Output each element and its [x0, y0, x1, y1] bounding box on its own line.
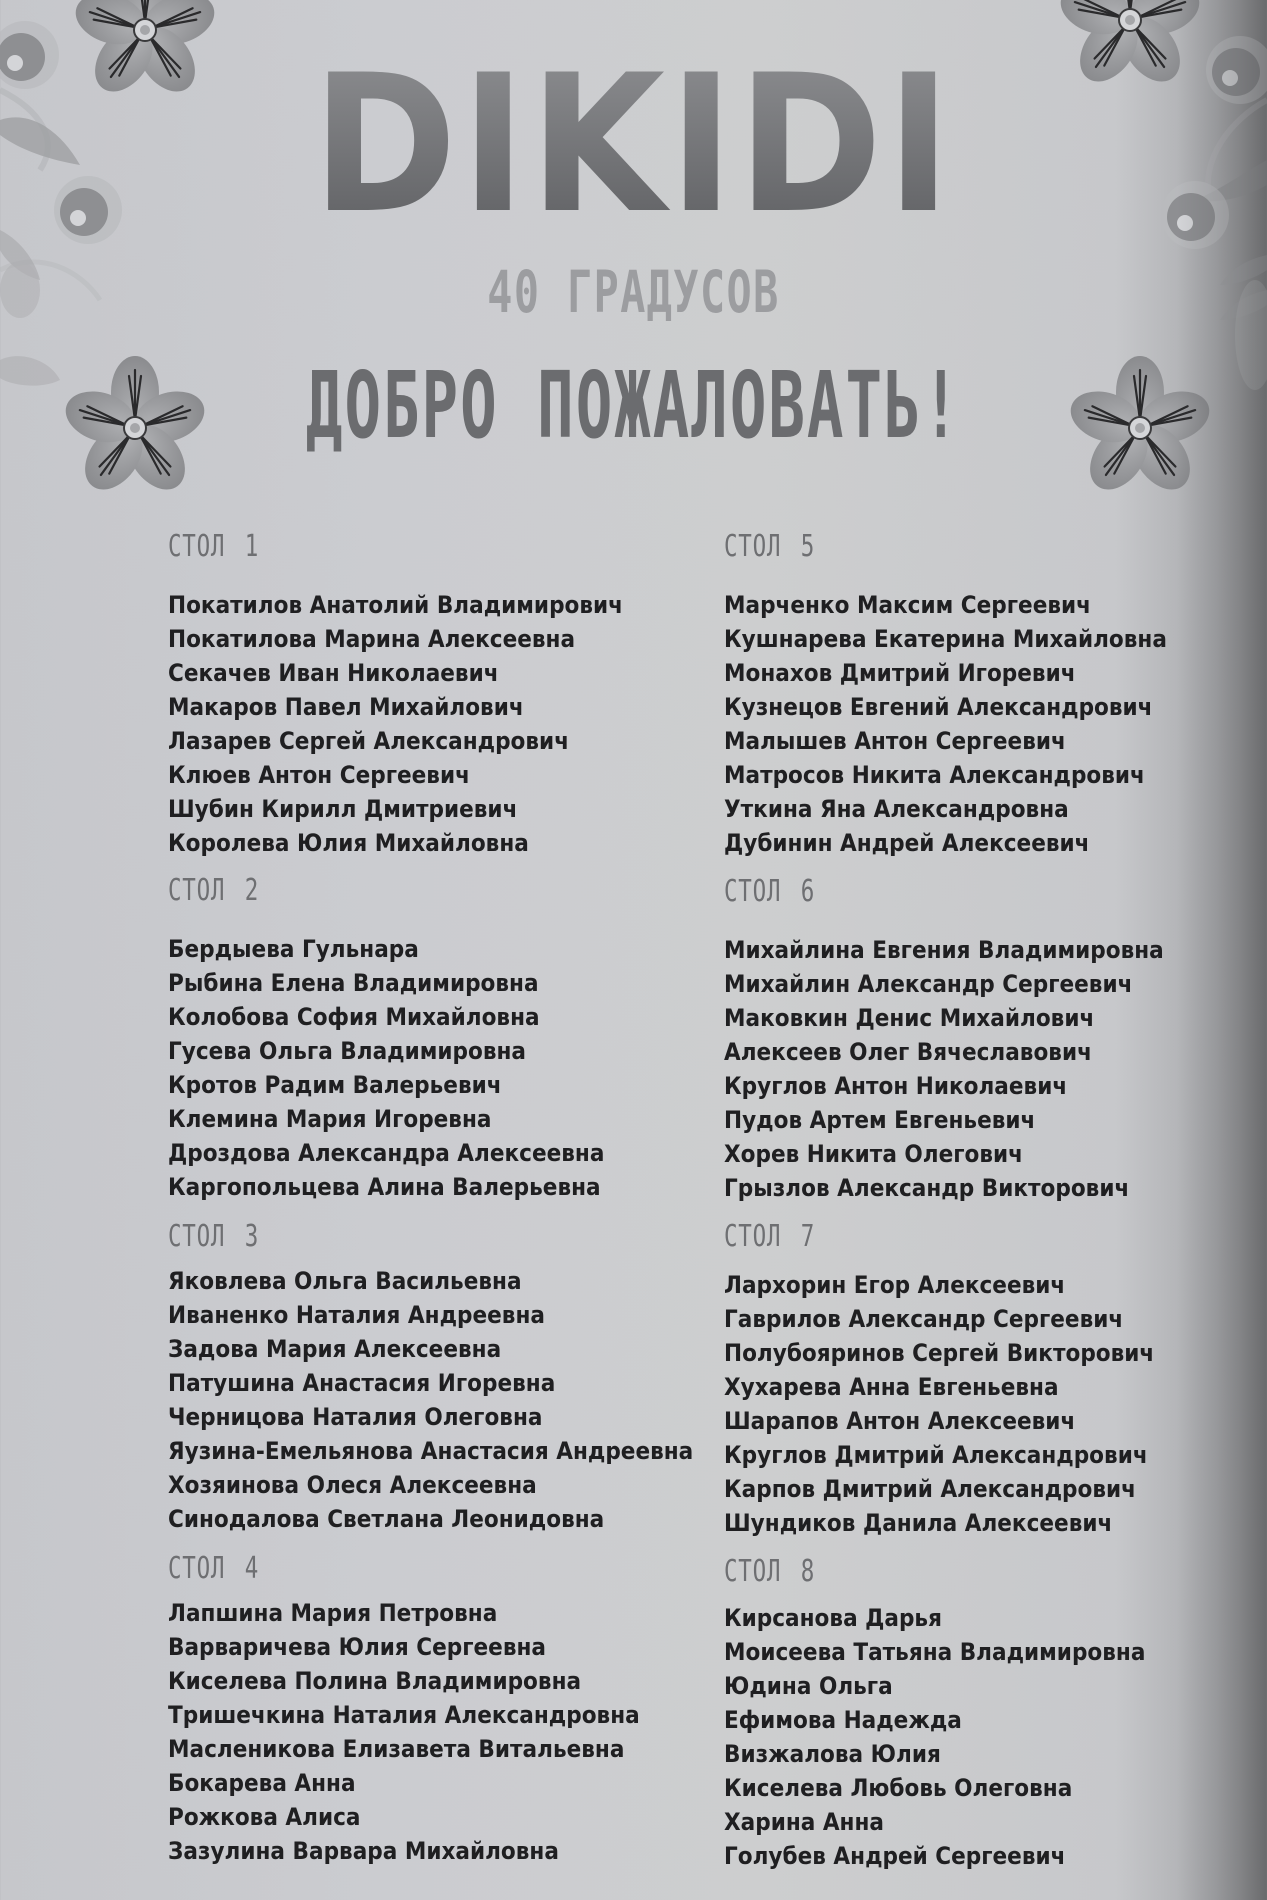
guest-name: Яковлева Ольга Васильевна — [168, 1267, 522, 1295]
guest-name: Монахов Дмитрий Игоревич — [724, 659, 1076, 687]
guest-name: Хозяинова Олеся Алексеевна — [168, 1471, 537, 1499]
flower-icon — [59, 356, 211, 500]
guest-name: Кузнецов Евгений Александрович — [724, 693, 1153, 721]
table-block-1 — [168, 530, 728, 860]
guest-name: Колобова София Михайловна — [168, 1003, 540, 1031]
guest-name: Киселева Любовь Олеговна — [724, 1774, 1073, 1802]
guest-name: Бердыева Гульнара — [168, 935, 419, 963]
table-number: 1 — [244, 529, 259, 564]
guest-name: Полубояринов Сергей Викторович — [724, 1339, 1155, 1367]
guest-name: Патушина Анастасия Игоревна — [168, 1369, 556, 1397]
table-block-5 — [724, 530, 1267, 860]
guest-name: Михайлин Александр Сергеевич — [724, 970, 1133, 998]
brand-title: DIKIDI — [51, 50, 1217, 240]
table-number: 5 — [800, 529, 815, 564]
guest-name: Лархорин Егор Алексеевич — [724, 1271, 1066, 1299]
table-label: СТОЛ — [168, 873, 226, 908]
table-number: 6 — [800, 874, 815, 909]
guest-name: Алексеев Олег Вячеславович — [724, 1038, 1092, 1066]
table-label: СТОЛ — [168, 1551, 226, 1586]
guest-name: Клюев Антон Сергеевич — [168, 761, 470, 789]
guest-list — [168, 932, 728, 1204]
table-heading — [168, 530, 588, 564]
guest-name: Макаров Павел Михайлович — [168, 693, 524, 721]
table-heading — [168, 874, 588, 908]
guest-name: Лапшина Мария Петровна — [168, 1599, 498, 1627]
guest-name: Матросов Никита Александрович — [724, 761, 1145, 789]
guest-name: Круглов Дмитрий Александрович — [724, 1441, 1148, 1469]
guest-name: Яузина-Емельянова Анастасия Андреевна — [168, 1437, 694, 1465]
guest-name: Варваричева Юлия Сергеевна — [168, 1633, 546, 1661]
table-number: 8 — [800, 1554, 815, 1589]
guest-name: Круглов Антон Николаевич — [724, 1072, 1068, 1100]
table-label: СТОЛ — [724, 874, 782, 909]
guest-name: Дроздова Александра Алексеевна — [168, 1139, 605, 1167]
guest-name: Синодалова Светлана Леонидовна — [168, 1505, 605, 1533]
guest-list — [724, 1601, 1267, 1873]
guest-name: Иваненко Наталия Андреевна — [168, 1301, 545, 1329]
guest-name: Визжалова Юлия — [724, 1740, 941, 1768]
table-heading — [168, 1220, 588, 1254]
guest-name: Секачев Иван Николаевич — [168, 659, 499, 687]
table-block-4 — [168, 1552, 728, 1868]
guest-name: Марченко Максим Сергеевич — [724, 591, 1091, 619]
guest-name: Тришечкина Наталия Александровна — [168, 1701, 640, 1729]
table-number: 3 — [244, 1219, 259, 1254]
guest-name: Михайлина Евгения Владимировна — [724, 936, 1164, 964]
table-heading — [724, 875, 1144, 909]
guest-name: Карпов Дмитрий Александрович — [724, 1475, 1136, 1503]
table-number: 7 — [800, 1219, 815, 1254]
table-label: СТОЛ — [724, 1219, 782, 1254]
guest-name: Масленикова Елизавета Витальевна — [168, 1735, 625, 1763]
table-label: СТОЛ — [168, 529, 226, 564]
guest-list — [168, 1264, 728, 1536]
guest-name: Королева Юлия Михайловна — [168, 829, 529, 857]
guest-name: Каргопольцева Алина Валерьевна — [168, 1173, 601, 1201]
guest-name: Гаврилов Александр Сергеевич — [724, 1305, 1124, 1333]
guest-name: Маковкин Денис Михайлович — [724, 1004, 1095, 1032]
guest-list — [724, 588, 1267, 860]
table-number: 4 — [244, 1551, 259, 1586]
guest-name: Гусева Ольга Владимировна — [168, 1037, 526, 1065]
table-label: СТОЛ — [724, 1554, 782, 1589]
guest-name: Покатилова Марина Алексеевна — [168, 625, 576, 653]
table-heading — [168, 1552, 588, 1586]
guest-name: Киселева Полина Владимировна — [168, 1667, 582, 1695]
guest-name: Рыбина Елена Владимировна — [168, 969, 539, 997]
table-heading — [724, 1555, 1144, 1589]
guest-name: Пудов Артем Евгеньевич — [724, 1106, 1036, 1134]
guest-name: Моисеева Татьяна Владимировна — [724, 1638, 1146, 1666]
table-heading — [724, 1220, 1144, 1254]
welcome-heading: ДОБРО ПОЖАЛОВАТЬ! — [305, 352, 962, 459]
guest-name: Покатилов Анатолий Владимирович — [168, 591, 624, 619]
guest-name: Кушнарева Екатерина Михайловна — [724, 625, 1167, 653]
guest-name: Клемина Мария Игоревна — [168, 1105, 492, 1133]
table-block-8 — [724, 1555, 1267, 1873]
guest-list — [168, 1596, 728, 1868]
table-block-7 — [724, 1220, 1267, 1540]
table-heading — [724, 530, 1144, 564]
guest-name: Лазарев Сергей Александрович — [168, 727, 570, 755]
table-block-6 — [724, 875, 1267, 1205]
guest-name: Черницова Наталия Олеговна — [168, 1403, 543, 1431]
table-block-2 — [168, 874, 728, 1204]
guest-name: Задова Мария Алексеевна — [168, 1335, 502, 1363]
guest-name: Шундиков Данила Алексеевич — [724, 1509, 1113, 1537]
guest-name: Кирсанова Дарья — [724, 1604, 942, 1632]
guest-name: Шарапов Антон Алексеевич — [724, 1407, 1076, 1435]
table-block-3 — [168, 1220, 728, 1536]
guest-list — [724, 1268, 1267, 1540]
table-label: СТОЛ — [168, 1219, 226, 1254]
guest-name: Хорев Никита Олегович — [724, 1140, 1024, 1168]
guest-name: Рожкова Алиса — [168, 1803, 361, 1831]
guest-name: Юдина Ольга — [724, 1672, 893, 1700]
guest-name: Грызлов Александр Викторович — [724, 1174, 1130, 1202]
guest-name: Кротов Радим Валерьевич — [168, 1071, 502, 1099]
guest-name: Бокарева Анна — [168, 1769, 356, 1797]
event-subtitle: 40 ГРАДУСОВ — [487, 258, 780, 326]
guest-name: Уткина Яна Александровна — [724, 795, 1069, 823]
guest-list — [724, 933, 1267, 1205]
guest-name: Харина Анна — [724, 1808, 884, 1836]
guest-name: Хухарева Анна Евгеньевна — [724, 1373, 1059, 1401]
guest-name: Дубинин Андрей Алексеевич — [724, 829, 1090, 857]
guest-name: Шубин Кирилл Дмитриевич — [168, 795, 518, 823]
guest-name: Ефимова Надежда — [724, 1706, 962, 1734]
table-number: 2 — [244, 873, 259, 908]
flower-icon — [1064, 356, 1216, 500]
guest-name: Зазулина Варвара Михайловна — [168, 1837, 559, 1865]
guest-list — [168, 588, 728, 860]
guest-name: Малышев Антон Сергеевич — [724, 727, 1066, 755]
guest-name: Голубев Андрей Сергеевич — [724, 1842, 1066, 1870]
table-label: СТОЛ — [724, 529, 782, 564]
